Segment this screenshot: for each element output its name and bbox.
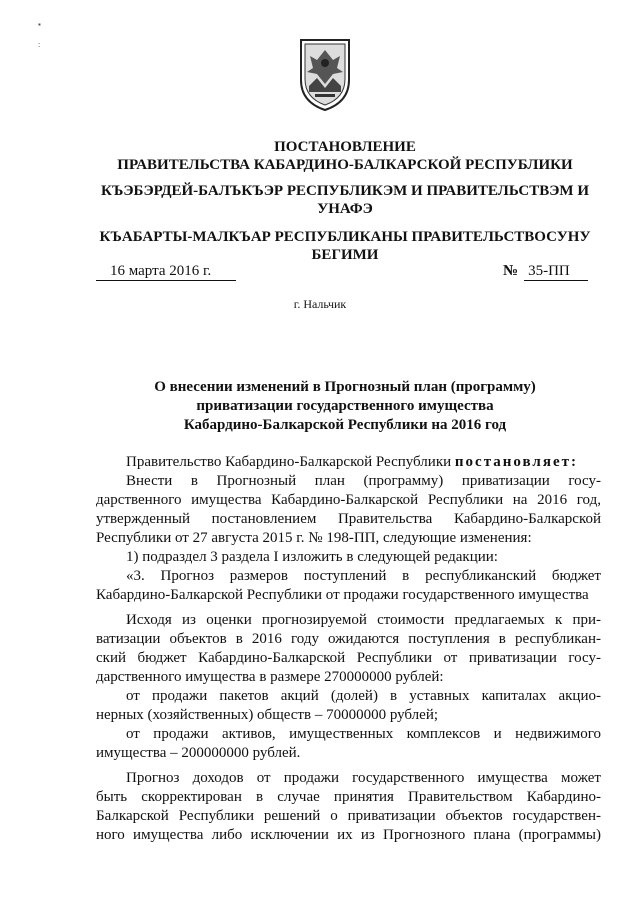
body-line: Балкарской Республики решений о приватизации объектов государствен-	[96, 808, 601, 824]
coat-of-arms-emblem	[295, 36, 355, 112]
body-line: Внести в Прогнозный план (программу) приватизации госу-	[126, 473, 601, 489]
number-value: 35-ПП	[524, 262, 588, 281]
header-line: КЪЭБЭРДЕЙ-БАЛЪКЪЭР РЕСПУБЛИКЭМ И ПРАВИТЕЛЬСТВЭМ И	[101, 183, 589, 199]
number-sign: №	[503, 263, 519, 279]
document-body	[96, 453, 601, 845]
body-line: быть скорректирован в случае принятия Правительством Кабардино-	[96, 789, 601, 805]
body-line: от продажи пакетов акций (долей) в уставных капиталах акцио-	[126, 688, 601, 704]
body-line: Прогноз доходов от продажи государственного имущества может	[126, 770, 601, 786]
body-line: Республики от 27 августа 2015 г. № 198-ПП, следующие изменения:	[96, 530, 532, 546]
scan-specks: ▪ :	[38, 20, 41, 49]
body-line: нерных (хозяйственных) обществ – 70000000 рублей;	[96, 707, 439, 723]
decree-word: постановляет:	[454, 454, 578, 470]
body-line: «3. Прогноз размеров поступлений в республиканский бюджет	[126, 568, 601, 584]
body-text: Правительство Кабардино-Балкарской Республики	[126, 454, 455, 470]
header-title	[60, 138, 630, 174]
body-line: дарственного имущества в размере 270000000 рублей:	[96, 669, 444, 685]
header-balkar	[60, 228, 630, 264]
document-number	[503, 262, 588, 281]
body-line: 1) подраздел 3 раздела I изложить в следующей редакции:	[126, 549, 498, 565]
title-line: Кабардино-Балкарской Республики на 2016 год	[183, 417, 507, 433]
title-line: О внесении изменений в Прогнозный план (программу)	[154, 379, 536, 395]
body-line: ский бюджет Кабардино-Балкарской Республики от приватизации госу-	[96, 650, 601, 666]
body-line: от продажи активов, имущественных комплексов и недвижимого	[126, 726, 601, 742]
body-line: Кабардино-Балкарской Республики от продажи государственного имущества	[96, 587, 589, 603]
city-name: г. Нальчик	[293, 297, 347, 311]
document-title	[60, 378, 630, 435]
body-line: утвержденный постановлением Правительства Кабардино-Балкарской	[96, 511, 601, 527]
body-line: ватизации объектов в 2016 году ожидаются поступления в республикан-	[96, 631, 601, 647]
title-line: приватизации государственного имущества	[196, 398, 494, 414]
body-line: ного имущества либо исключении их из Прогнозного плана (программы)	[96, 827, 601, 843]
body-line: Исходя из оценки прогнозируемой стоимости предлагаемых к при-	[126, 612, 601, 628]
body-paragraph	[96, 453, 601, 472]
body-line: имущества – 200000000 рублей.	[96, 745, 301, 761]
header-line: ПРАВИТЕЛЬСТВА КАБАРДИНО-БАЛКАРСКОЙ РЕСПУБЛИКИ	[117, 157, 573, 173]
header-line: КЪАБАРТЫ-МАЛКЪАР РЕСПУБЛИКАНЫ ПРАВИТЕЛЬСТВОСУНУ	[99, 229, 591, 245]
header-line: УНАФЭ	[317, 201, 373, 217]
header-kabardian	[60, 182, 630, 218]
header-line: БЕГИМИ	[311, 247, 379, 263]
header-line: ПОСТАНОВЛЕНИЕ	[274, 139, 416, 155]
body-line: дарственного имущества Кабардино-Балкарской Республики на 2016 год,	[96, 492, 601, 508]
document-date: 16 марта 2016 г.	[96, 262, 236, 281]
